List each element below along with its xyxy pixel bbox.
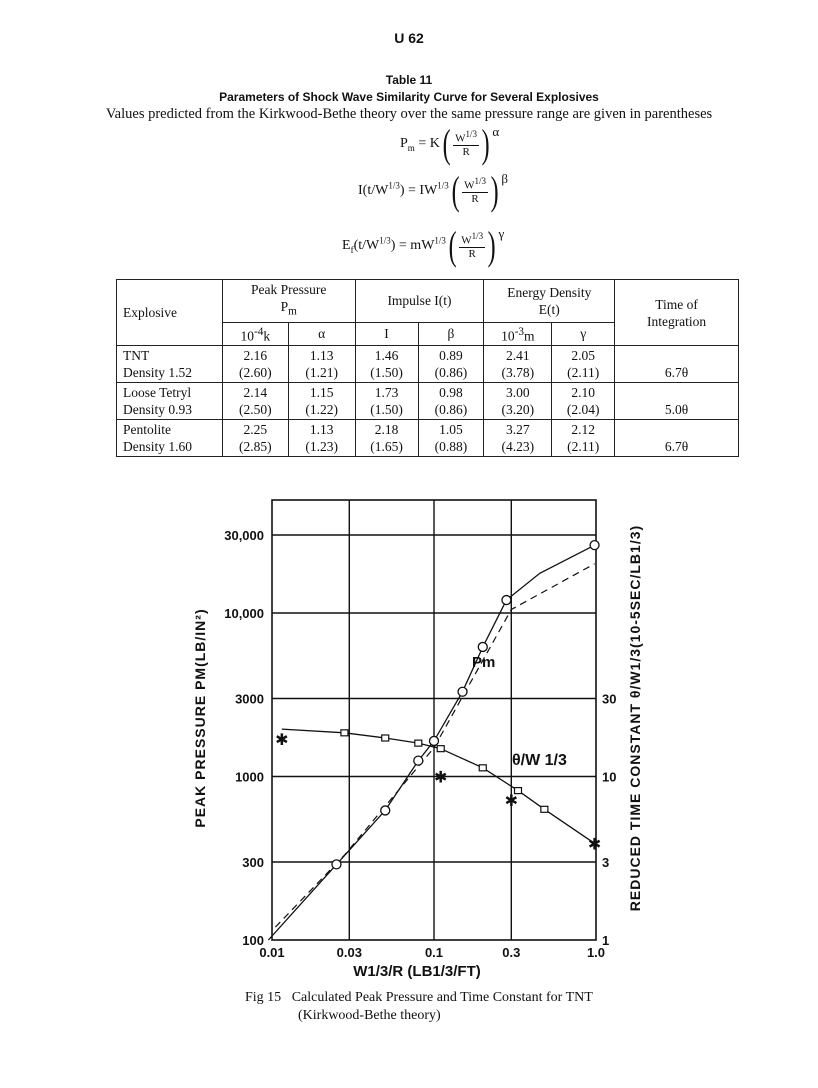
x-axis-label: W1/3/R (LB1/3/FT) <box>353 963 481 980</box>
subheader-alpha: α <box>288 322 355 346</box>
annotation-theta: θ/W 1/3 <box>512 752 567 769</box>
x-tick-label: 0.03 <box>336 945 362 960</box>
y-left-tick-label: 1000 <box>235 769 264 785</box>
y-right-tick-label: 10 <box>602 769 617 785</box>
cell-i: 1.73 (1.50) <box>355 383 418 420</box>
cell-time: 6.7θ <box>615 420 739 457</box>
y-left-tick-label: 3000 <box>235 691 264 707</box>
subheader-k: $10^{-4}k$ <box>222 322 288 346</box>
series-pm-point <box>590 541 599 550</box>
y-right-axis-label: REDUCED TIME CONSTANT θ/W1/3(10-5SEC/LB1/3) <box>627 524 643 912</box>
cell-beta: 0.89 (0.86) <box>418 346 484 383</box>
table-title: Parameters of Shock Wave Similarity Curve for Several Explosives <box>219 90 599 104</box>
series-theta-star: ✱ <box>587 836 602 854</box>
y-right-tick-label: 30 <box>602 691 617 707</box>
header-peak-pressure: Peak Pressure $P_m$ <box>222 280 355 323</box>
cell-alpha: 1.13 (1.21) <box>288 346 355 383</box>
series-pm-point <box>381 806 390 815</box>
series-theta-star: ✱ <box>275 731 289 749</box>
series-theta-point <box>382 735 389 741</box>
annotation-pm: Pm <box>472 654 496 671</box>
y-right-tick-label: 3 <box>602 854 610 870</box>
series-theta-star: ✱ <box>504 792 518 810</box>
header-energy-density: Energy Density E(t) <box>484 280 615 323</box>
y-right-tick-label: 1 <box>602 933 610 948</box>
y-left-tick-label: 10,000 <box>224 606 264 622</box>
cell-k: 2.25 (2.85) <box>222 420 288 457</box>
series-theta-point <box>541 806 548 812</box>
y-left-tick-label: 30,000 <box>224 528 264 543</box>
cell-i: 2.18 (1.65) <box>355 420 418 457</box>
cell-time: 6.7θ <box>615 346 739 383</box>
cell-beta: 1.05 (0.88) <box>418 420 484 457</box>
series-theta-point <box>437 746 444 752</box>
x-tick-label: 0.01 <box>259 945 285 960</box>
header-time-of-integration: Time of Integration <box>615 280 739 346</box>
equation-energy: $E_f(t/W^{1/3}) = mW^{1/3}$( $\frac{W^{1/3}}{R}$ ) γ <box>342 223 505 268</box>
series-theta-star: ✱ <box>434 769 448 787</box>
cell-m: 2.41 (3.78) <box>484 346 552 383</box>
cell-beta: 0.98 (0.86) <box>418 383 484 420</box>
series-pm-point <box>414 756 423 765</box>
equation-peak-pressure: $P_m = K$( $\frac{W^{1/3}}{R}$ ) α <box>400 121 500 166</box>
series-pm-point <box>332 860 341 869</box>
cell-k: 2.14 (2.50) <box>222 383 288 420</box>
x-tick-label: 0.3 <box>502 945 521 960</box>
subheader-m: $10^{-3}m$ <box>484 322 552 346</box>
explosive-name: Loose Tetryl Density 0.93 <box>117 383 223 420</box>
cell-alpha: 1.15 (1.22) <box>288 383 355 420</box>
cell-time: 5.0θ <box>615 383 739 420</box>
cell-m: 3.00 (3.20) <box>484 383 552 420</box>
cell-gamma: 2.05 (2.11) <box>552 346 615 383</box>
series-pm-point <box>458 687 467 696</box>
cell-gamma: 2.12 (2.11) <box>552 420 615 457</box>
series-pm-point <box>478 642 487 651</box>
figure-caption: Fig 15 Calculated Peak Pressure and Time Constant for TNT (Kirkwood-Bethe theory) <box>245 990 593 1023</box>
explosive-name: Pentolite Density 1.60 <box>117 420 223 457</box>
y-left-tick-label: 100 <box>242 933 264 948</box>
series-theta-point <box>341 730 348 736</box>
subheader-i: I <box>355 322 418 346</box>
equation-impulse: $I(t/W^{1/3}) = IW^{1/3}$( $\frac{W^{1/3}}{R}$ ) β <box>358 168 508 213</box>
y-left-axis-label: PEAK PRESSURE PM(LB/IN²) <box>192 608 208 828</box>
cell-gamma: 2.10 (2.04) <box>552 383 615 420</box>
x-tick-label: 1.0 <box>586 945 606 960</box>
cell-alpha: 1.13 (1.23) <box>288 420 355 457</box>
cell-i: 1.46 (1.50) <box>355 346 418 383</box>
page-number: U 62 <box>394 30 424 46</box>
subheader-gamma: γ <box>552 322 615 346</box>
header-impulse: Impulse I(t) <box>355 280 484 323</box>
x-tick-label: 0.1 <box>424 945 444 960</box>
series-theta-point <box>415 740 422 746</box>
cell-k: 2.16 (2.60) <box>222 346 288 383</box>
table-label: Table 11 <box>385 73 433 87</box>
series-pm-point <box>430 736 439 745</box>
series-theta-point <box>479 765 486 771</box>
subheader-beta: β <box>418 322 484 346</box>
explosive-name: TNT Density 1.52 <box>117 346 223 383</box>
header-explosive: Explosive <box>117 280 223 346</box>
series-pm-point <box>502 596 511 605</box>
table-note: Values predicted from the Kirkwood-Bethe theory over the same pressure range are given in parentheses <box>105 106 713 122</box>
y-left-tick-label: 300 <box>242 854 264 870</box>
cell-m: 3.27 (4.23) <box>484 420 552 457</box>
